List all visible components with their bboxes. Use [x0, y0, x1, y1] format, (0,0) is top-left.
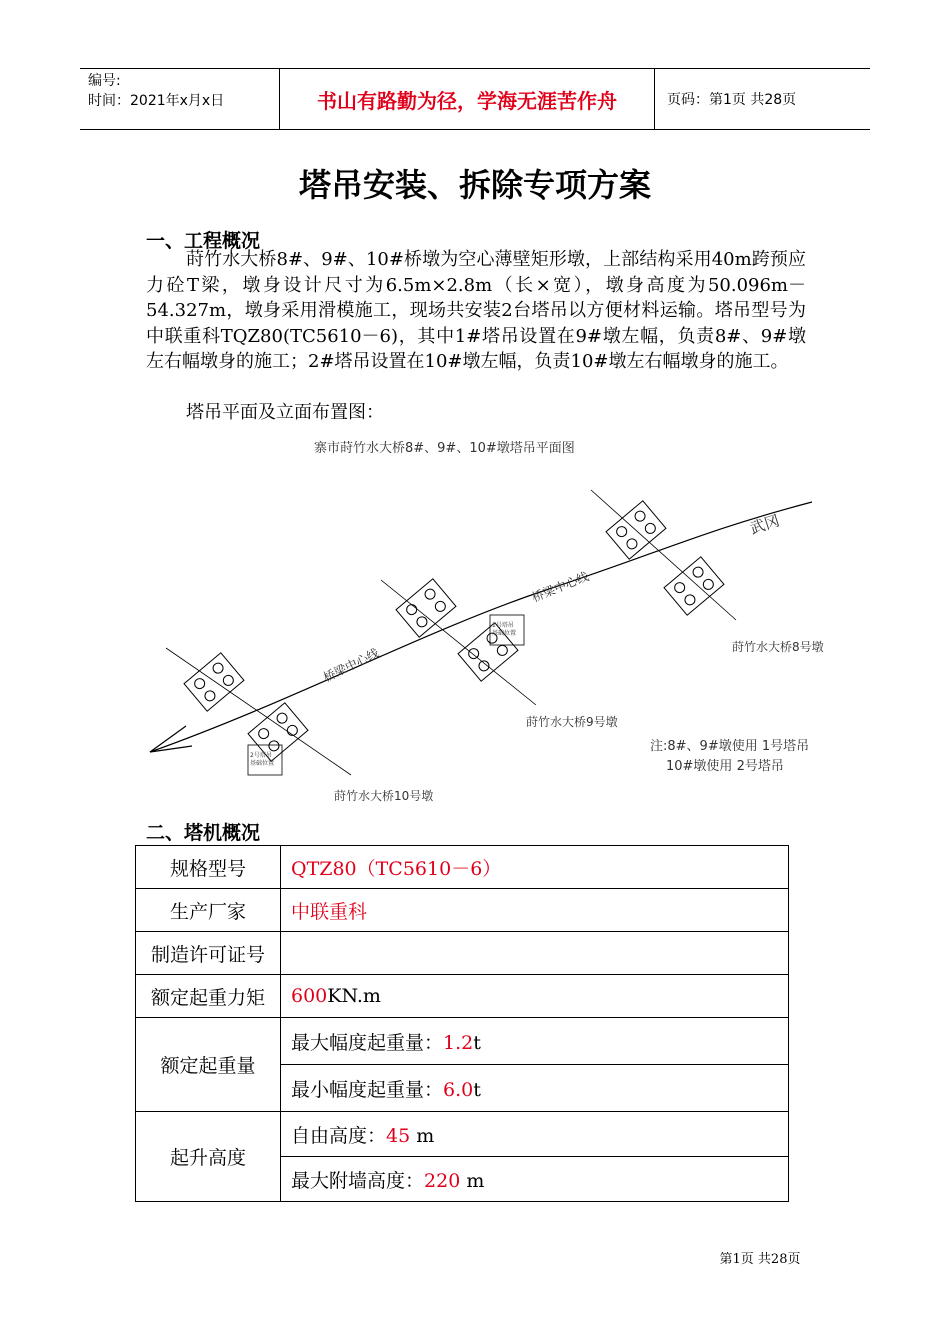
- spec-unit: t: [473, 1078, 481, 1101]
- spec-number: 6.0: [443, 1078, 474, 1101]
- doc-date: 时间：2021年x月x日: [88, 93, 225, 109]
- spec-label: 生产厂家: [136, 889, 281, 932]
- crane-spec-table: [135, 845, 789, 1202]
- spec-unit: KN.m: [327, 985, 381, 1007]
- header-meta: [80, 69, 280, 129]
- diagram-title: 寨市莳竹水大桥8#、9#、10#墩塔吊平面图: [314, 441, 575, 456]
- table-row: [136, 1018, 789, 1065]
- spec-label: 制造许可证号: [136, 932, 281, 975]
- table-row: [136, 975, 789, 1018]
- pier8-right-block: [664, 557, 724, 615]
- document-title: 塔吊安装、拆除专项方案: [298, 166, 651, 204]
- centerline-label-right: 桥梁中心线: [529, 569, 591, 605]
- bridge-centerline: [150, 502, 812, 752]
- crane1-label-line1: 1号塔吊: [492, 622, 514, 629]
- crane-layout-diagram: [146, 430, 826, 810]
- spec-label: 额定起重量: [136, 1018, 281, 1112]
- table-row: [136, 889, 789, 932]
- spec-sublabel: 最大幅度起重量：: [291, 1031, 444, 1054]
- spec-value: [281, 975, 789, 1018]
- figure-caption: 塔吊平面及立面布置图：: [186, 402, 384, 423]
- doc-number-label: 编号:: [88, 73, 121, 89]
- spec-unit: m: [460, 1169, 485, 1192]
- section-heading-overview: 一、工程概况: [146, 230, 261, 252]
- header-motto: 书山有路勤为径，学海无涯苦作舟: [280, 69, 655, 129]
- table-row: [136, 846, 789, 889]
- header-page-number: 页码：第1页 共28页: [667, 92, 797, 108]
- spec-value: QTZ80（TC5610－6）: [281, 846, 789, 889]
- spec-value: [281, 1018, 789, 1065]
- page-footer: 第1页 共28页: [719, 1252, 801, 1267]
- pier10-left-block: [184, 653, 244, 711]
- direction-label: 武冈: [747, 511, 782, 538]
- spec-value: [281, 1112, 789, 1157]
- spec-label: 额定起重力矩: [136, 975, 281, 1018]
- section-heading-crane: 二、塔机概况: [146, 822, 261, 844]
- table-row: [136, 932, 789, 975]
- pier9-axis: [381, 580, 536, 705]
- spec-sublabel: 最大附墙高度：: [291, 1169, 425, 1192]
- spec-number: 45: [386, 1124, 411, 1147]
- spec-value: 中联重科: [281, 889, 789, 932]
- spec-unit: t: [473, 1031, 481, 1054]
- spec-value: [281, 1157, 789, 1202]
- overview-paragraph: 莳竹水大桥8#、9#、10#桥墩为空心薄壁矩形墩，上部结构采用40m跨预应力砼T梁，墩身设计尺寸为6.5m×2.8m（长×宽），墩身高度为50.096m－54.327m，墩身采用滑模施工，现场共安装2台塔吊以方便材料运输。塔吊型号为中联重科TQZ80(TC5610－6)，其中1#塔吊设置在9#墩左幅，负责8#、9#墩左右幅墩身的施工；2#塔吊设置在10#墩左幅，负责10#墩左右幅墩身的施工。: [146, 249, 806, 372]
- table-row: [136, 1112, 789, 1157]
- pier9-label: 莳竹水大桥9号墩: [526, 715, 618, 729]
- diagram-note-line2: 10#墩使用 2号塔吊: [666, 759, 784, 774]
- spec-sublabel: 最小幅度起重量：: [291, 1078, 444, 1101]
- pier8-axis: [591, 490, 736, 620]
- spec-number: 220: [424, 1169, 461, 1192]
- spec-label: 起升高度: [136, 1112, 281, 1202]
- spec-value: [281, 1065, 789, 1112]
- spec-label: 规格型号: [136, 846, 281, 889]
- crane1-label-line2: 基础位置: [492, 630, 517, 637]
- spec-sublabel: 自由高度：: [291, 1124, 387, 1147]
- crane2-label-line1: 2号塔吊: [250, 752, 272, 759]
- page-header: [80, 68, 870, 130]
- pier8-label: 莳竹水大桥8号墩: [732, 640, 824, 654]
- spec-number: 1.2: [443, 1031, 474, 1054]
- pier10-label: 莳竹水大桥10号墩: [334, 789, 434, 803]
- diagram-note-line1: 注:8#、9#墩使用 1号塔吊: [650, 739, 810, 754]
- spec-value: [281, 932, 789, 975]
- spec-number: 600: [291, 985, 328, 1007]
- centerline-label-left: 桥梁中心线: [321, 645, 382, 685]
- spec-unit: m: [410, 1124, 435, 1147]
- crane2-label-line2: 基础位置: [250, 760, 275, 767]
